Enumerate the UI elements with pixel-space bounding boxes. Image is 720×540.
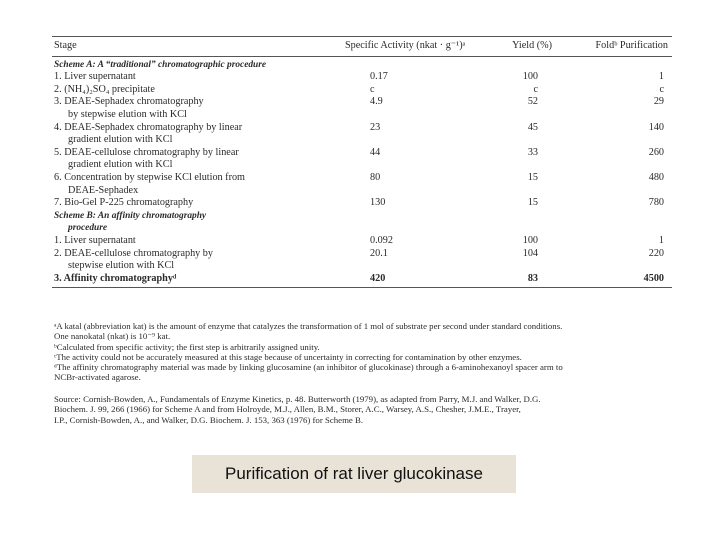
fold-cell: 260 (648, 146, 664, 158)
fold-cell: 140 (648, 121, 664, 133)
fold-cell: 29 (653, 96, 664, 108)
yield-cell: 33 (527, 146, 538, 158)
table-row (52, 71, 672, 84)
stage-cell: gradient elution with KCl (68, 134, 173, 146)
footnote-a-line2: One nanokatal (nkat) is 10⁻⁹ kat. (54, 331, 171, 342)
table-row (52, 122, 672, 135)
stage-cell: 5. DEAE-cellulose chromatography by linear (54, 146, 239, 158)
source-line-1: Source: Cornish-Bowden, A., Fundamentals of Enzyme Kinetics, p. 48. Butterworth (1979), as adapted from Parry, M.J. and Walker, D.G. (54, 394, 541, 404)
footnote-d-line2: NCBr-activated agarose. (54, 372, 141, 383)
scheme-b-title-line2: procedure (68, 223, 108, 234)
scheme-b-title-line1: Scheme B: An affinity chromatography (54, 210, 207, 221)
fold-cell: c (659, 83, 664, 95)
header-yield: Yield (%) (512, 40, 552, 51)
fold-cell: 480 (648, 171, 664, 183)
header-rule (52, 56, 672, 57)
yield-cell: 83 (527, 272, 538, 284)
stage-cell: 4. DEAE-Sephadex chromatography by linear (54, 121, 243, 133)
table-row (52, 84, 672, 97)
table-row (52, 235, 672, 248)
source-line-3: I.P., Cornish-Bowden, A., and Walker, D.G. Biochem. J. 153, 363 (1976) for Scheme B. (54, 414, 364, 425)
activity-cell: 44 (370, 146, 381, 158)
activity-cell: 0.092 (370, 234, 393, 246)
stage-cell: by stepwise elution with KCl (68, 108, 187, 120)
source-line-2: Biochem. J. 99, 266 (1966) for Scheme A and from Holroyde, M.J., Allen, B.M., Storer, A.C., Warsey, A.S., Chesher, J.M.E., Trayer, (54, 404, 521, 415)
footnote-d-line1: ᵈThe affinity chromatography material was made by linking glucosamine (an inhibitor of glucokinase) through a 6-aminohexanoyl spacer arm to (54, 362, 563, 373)
activity-cell: 20.1 (370, 247, 388, 259)
scheme-b-title-row-2 (52, 222, 672, 235)
table-row (52, 147, 672, 160)
stage-cell: DEAE-Sephadex (68, 184, 139, 196)
activity-cell: 4.9 (370, 96, 383, 108)
header-stage: Stage (54, 40, 77, 51)
table-row (52, 96, 672, 109)
yield-cell: 45 (527, 121, 538, 133)
stage-cell: 3. DEAE-Sephadex chromatography (54, 96, 204, 108)
scheme-a-rows (52, 71, 672, 210)
table-header-row (52, 40, 672, 53)
table-row (52, 197, 672, 210)
activity-cell: 130 (370, 197, 386, 209)
fold-cell: 4500 (643, 272, 664, 284)
fold-cell: 780 (648, 197, 664, 209)
activity-cell: 23 (370, 121, 381, 133)
top-rule (52, 36, 672, 37)
yield-cell: 15 (527, 171, 538, 183)
table-row (52, 134, 672, 147)
yield-cell: 100 (522, 71, 538, 83)
fold-cell: 1 (658, 234, 664, 246)
table-row (52, 185, 672, 198)
table-row (52, 172, 672, 185)
table-row (52, 273, 672, 286)
activity-cell: c (370, 83, 375, 95)
yield-cell: 52 (527, 96, 538, 108)
stage-cell: 7. Bio-Gel P-225 chromatography (54, 197, 194, 209)
scheme-b-rows (52, 235, 672, 285)
header-fold: Foldᵇ Purification (595, 40, 668, 51)
fold-cell: 1 (658, 71, 664, 83)
table-row (52, 109, 672, 122)
stage-cell: stepwise elution with KCl (68, 260, 175, 272)
header-activity: Specific Activity (nkat · g⁻¹)ᵃ (345, 40, 466, 51)
activity-cell: 0.17 (370, 71, 388, 83)
footnote-b: ᵇCalculated from specific activity; the first step is arbitrarily assigned unity. (54, 341, 320, 352)
yield-cell: 104 (522, 247, 538, 259)
footnote-c: ᶜThe activity could not be accurately measured at this stage because of uncertainty in correcting for contamination by other enzymes. (54, 351, 522, 362)
footnotes (54, 321, 674, 383)
table-row (52, 260, 672, 273)
slide-caption: Purification of rat liver glucokinase (192, 455, 516, 493)
activity-cell: 420 (370, 272, 386, 284)
stage-cell: 6. Concentration by stepwise KCl elution from (54, 171, 245, 183)
scheme-b-title-row (52, 210, 672, 223)
table-row (52, 248, 672, 261)
stage-cell: 2. (NH₄)₂SO₄ precipitate (54, 83, 155, 95)
fold-cell: 220 (648, 247, 664, 259)
yield-cell: c (533, 83, 538, 95)
activity-cell: 80 (370, 171, 381, 183)
table-row (52, 159, 672, 172)
yield-cell: 15 (527, 197, 538, 209)
scheme-a-title: Scheme A: A “traditional” chromatographic procedure (54, 59, 267, 70)
stage-cell: 1. Liver supernatant (54, 71, 136, 83)
stage-cell: 2. DEAE-cellulose chromatography by (54, 247, 213, 259)
yield-cell: 100 (522, 234, 538, 246)
stage-cell: 1. Liver supernatant (54, 234, 136, 246)
purification-table (52, 36, 672, 288)
footnote-a-line1: ᵃA katal (abbreviation kat) is the amount of enzyme that catalyzes the transformation of 1 mol of substrate per second under standard conditions. (54, 321, 563, 331)
stage-cell: gradient elution with KCl (68, 159, 173, 171)
scheme-a-title-row (52, 59, 672, 72)
stage-cell: 3. Affinity chromatographyᵈ (54, 272, 177, 284)
bottom-rule (52, 287, 672, 288)
source-citation (54, 394, 674, 425)
